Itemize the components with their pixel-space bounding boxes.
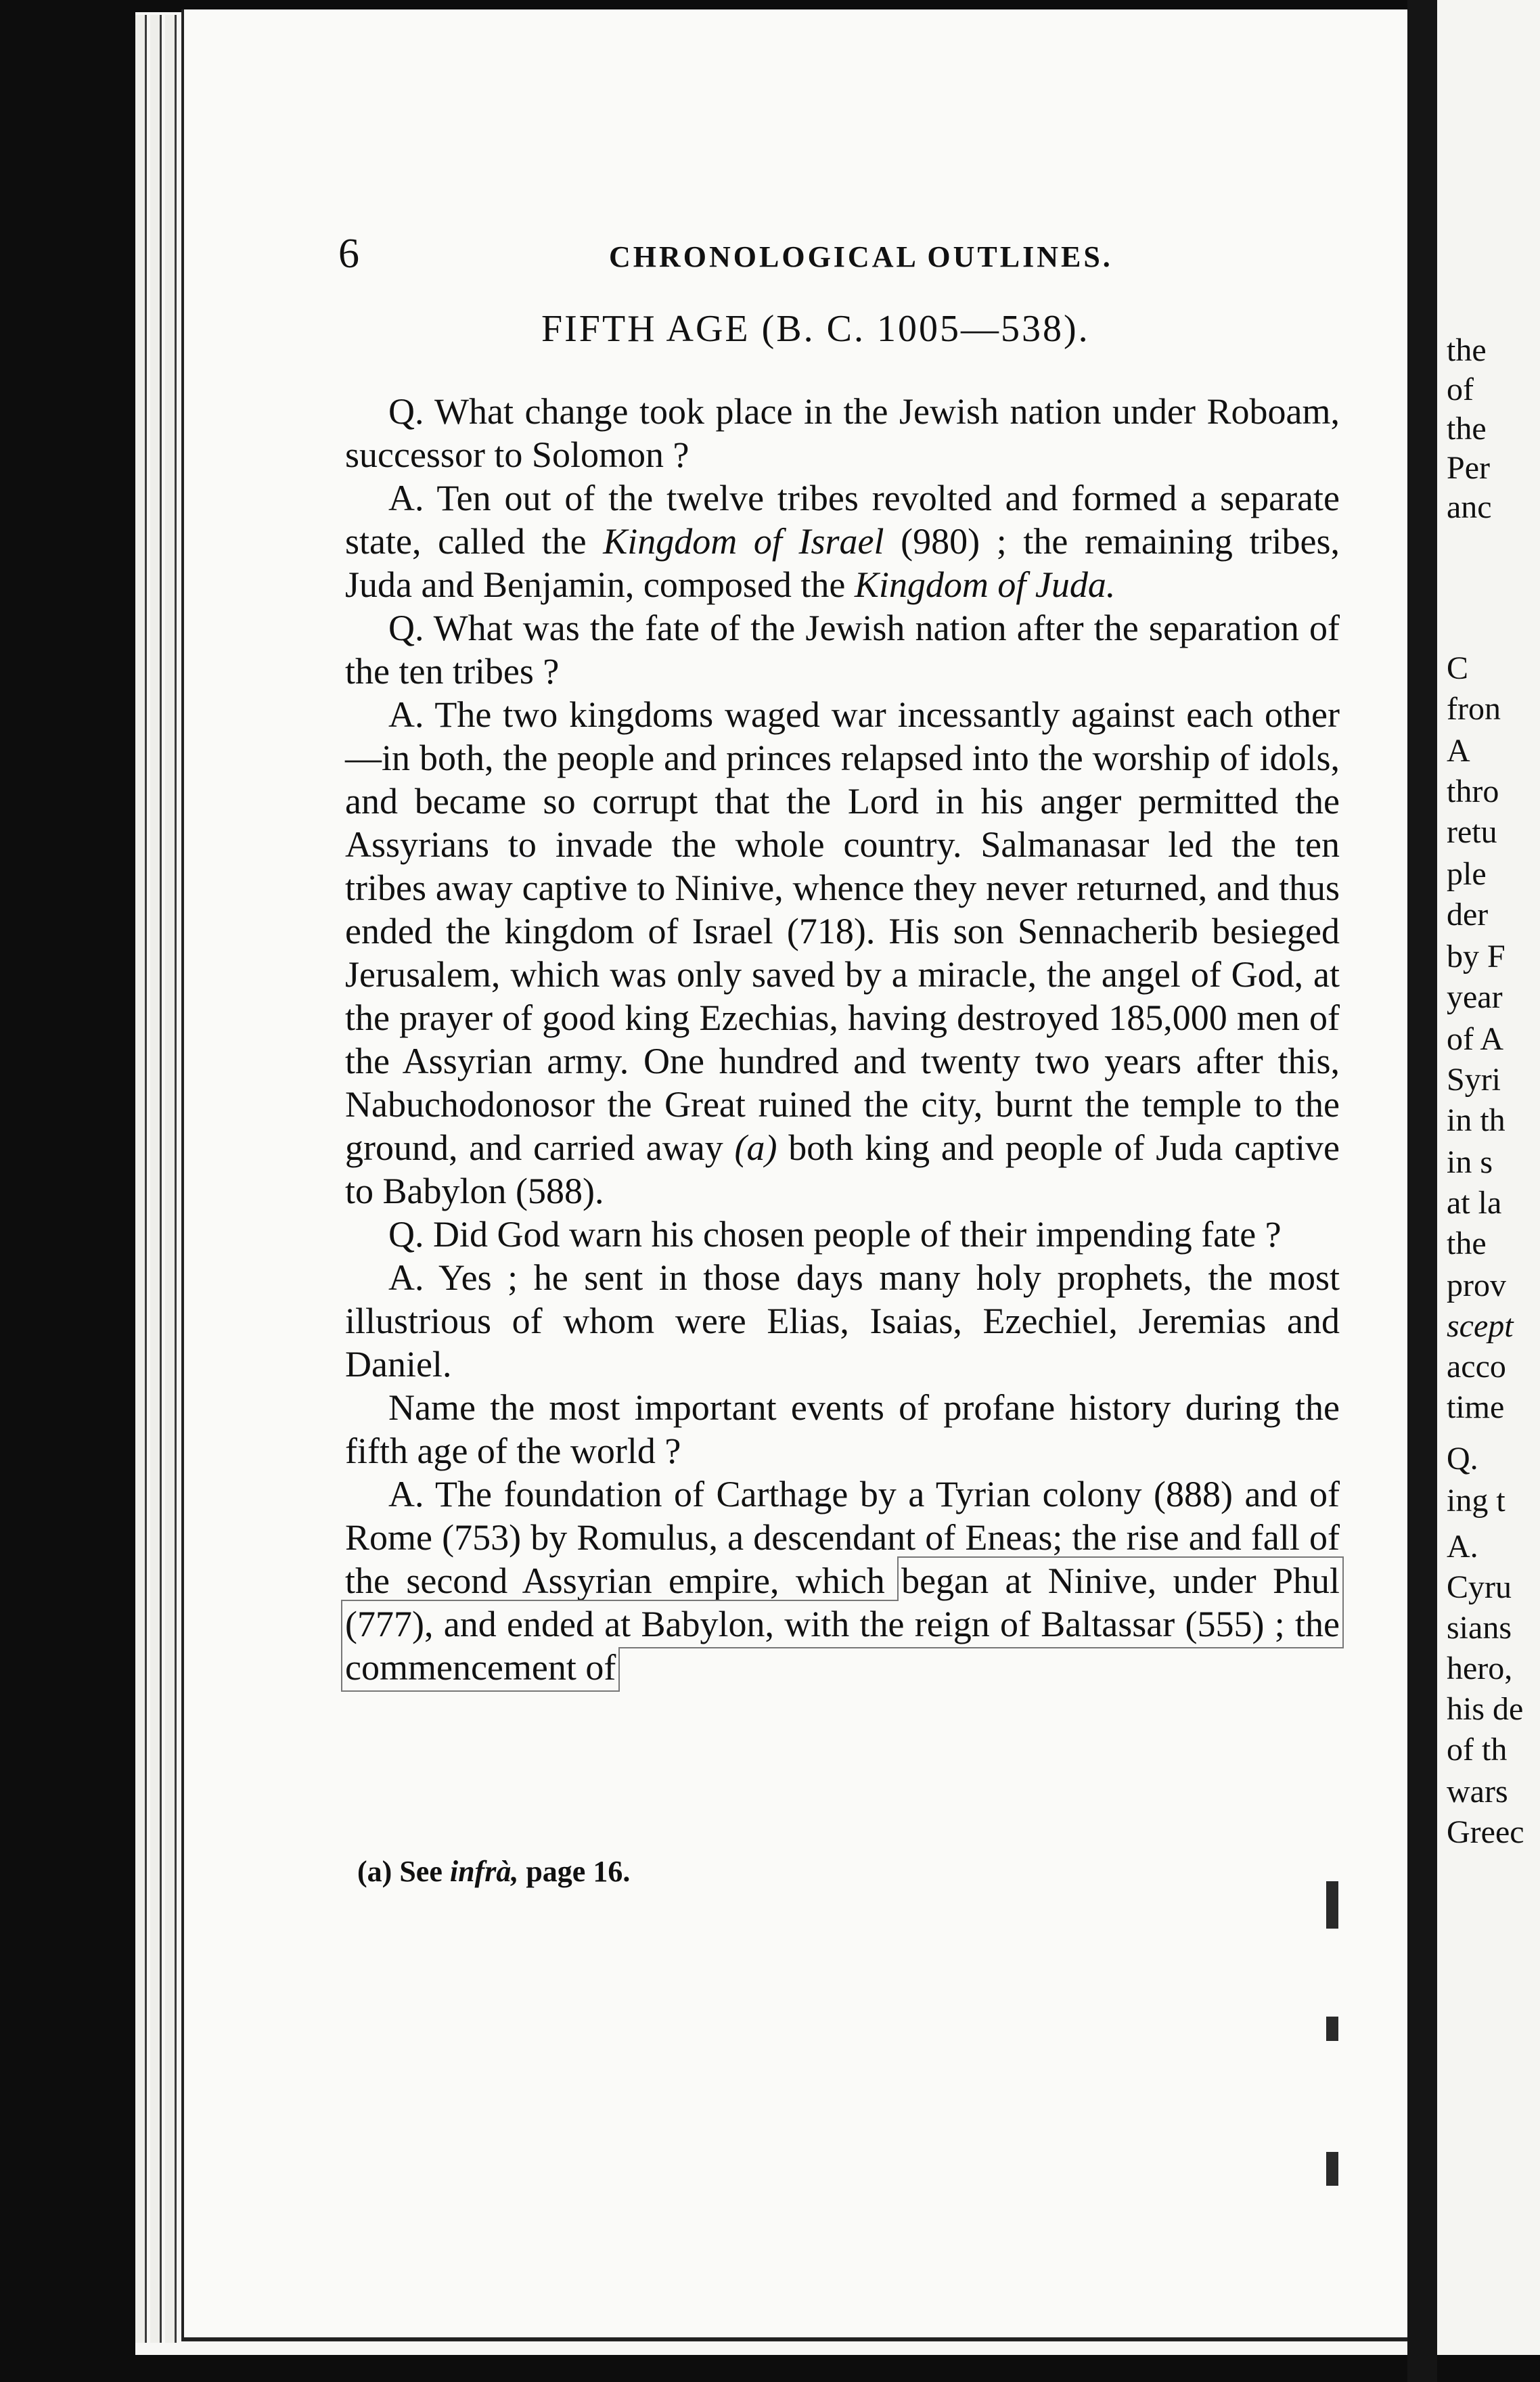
facing-page-line: of A [1447,1021,1503,1057]
facing-page-line: of th [1447,1732,1508,1768]
page-edge [150,15,162,2343]
facing-page-line: prov [1447,1267,1506,1303]
page-edge [135,15,147,2343]
body-text [345,390,1340,1689]
facing-page-line: the [1447,411,1487,447]
answer-paragraph [345,1256,1340,1386]
facing-page-line: scept [1447,1308,1514,1344]
text-run: both king and people of Juda captive to Babylon (588). [345,1127,1340,1211]
facing-page-line: der [1447,897,1489,932]
facing-page-line: ing t [1447,1483,1505,1519]
scanner-border-bottom [0,2355,1540,2382]
text-run: Q. What change took place in the Jewish nation under Roboam, successor to Solomon ? [345,391,1340,475]
margin-mark [1326,2152,1338,2186]
facing-page-line: in s [1447,1144,1493,1180]
text-run: A. Ten out of the twelve tribes revolted and formed a separate state, called the [345,478,1340,562]
facing-page-line: at la [1447,1185,1502,1221]
facing-page-line: Syri [1447,1062,1501,1098]
page-number: 6 [338,231,359,277]
footnote-text-after: page 16. [518,1855,631,1888]
page-edge [165,15,177,2343]
facing-page-line: wars [1447,1774,1508,1810]
facing-page-line: Greec [1447,1814,1524,1850]
facing-page-line: Cyru [1447,1569,1512,1605]
facing-page-line: sians [1447,1610,1512,1646]
question-paragraph [345,390,1340,476]
facing-page-line: acco [1447,1349,1506,1385]
margin-mark [1326,2017,1338,2041]
facing-page-line: of [1447,372,1474,407]
footnote-text-italic: infrà, [449,1855,519,1888]
text-run: A. The foundation of Carthage by a Tyrian colony (888) and of Rome (753) by Romulus, a descendant of Eneas; the rise and fall of the second Assyrian empire, which [345,1474,1340,1601]
facing-page-line: A. [1447,1529,1478,1565]
footnote-mark: (a) [357,1855,392,1888]
facing-page-line: his de [1447,1691,1524,1727]
facing-page-line: Per [1447,450,1490,486]
question-paragraph [345,1213,1340,1256]
facing-page-line: year [1447,979,1503,1015]
section-title: FIFTH AGE (B. C. 1005—538). [541,308,1090,350]
facing-page-line: by F [1447,939,1505,974]
text-run: Q. What was the fate of the Jewish nation after the separation of the ten tribes ? [345,608,1340,692]
facing-page-line: fron [1447,691,1501,727]
facing-page-line: time [1447,1389,1505,1425]
margin-mark [1326,1881,1338,1929]
facing-page-line: the [1447,332,1487,368]
facing-page-line: anc [1447,489,1492,525]
answer-paragraph [345,476,1340,606]
text-run: began at Ninive, under Phul (777), and ended at Babylon, with the reign of Baltassar (555) ; the commencement of [345,1560,1340,1688]
question-paragraph [345,1386,1340,1473]
running-head [338,230,1394,277]
facing-page-line: the [1447,1226,1487,1261]
facing-page-line: ple [1447,856,1487,892]
facing-page-strip [1437,0,1540,2355]
italic-text: (a) [734,1127,777,1168]
facing-page-line: thro [1447,773,1499,809]
text-run: Name the most important events of profane history during the fifth age of the world ? [345,1387,1340,1471]
footnote-text-before: See [392,1855,450,1888]
italic-text: Kingdom of Juda. [854,564,1116,605]
facing-page-line: in th [1447,1102,1505,1138]
answer-paragraph [345,1473,1340,1689]
footnote [357,1854,630,1889]
scanner-border-left [0,0,135,2382]
text-run: A. The two kingdoms waged war incessantly against each other—in both, the people and princes relapsed into the worship of idols, and became so corrupt that the Lord in his anger permitted the Assyrians to invade the whole country. Salmanasar led the ten tribes away captive to Ninive, whence they never returned, and thus ended the kingdom of Israel (718). His son Sennacherib besieged Jerusalem, which was only saved by a miracle, the angel of God, at the prayer of good king Ezechias, having destroyed 185,000 men of the Assyrian army. One hundred and twenty two years after this, Nabuchodonosor the Great ruined the city, burnt the temple to the ground, and carried away [345,694,1340,1168]
book-gutter [1407,0,1437,2382]
italic-text: Kingdom of Israel [603,521,884,562]
facing-page-line: A [1447,733,1470,769]
facing-page-line: Q. [1447,1441,1478,1477]
answer-paragraph [345,693,1340,1213]
text-run: Q. Did God warn his chosen people of their impending fate ? [388,1214,1282,1255]
facing-page-line: retu [1447,814,1497,850]
question-paragraph [345,606,1340,693]
running-title: CHRONOLOGICAL OUTLINES. [609,240,1113,273]
text-run: (980) ; the remaining tribes, Juda and Benjamin, composed the [345,521,1340,605]
facing-page-line: C [1447,650,1469,686]
text-run: A. Yes ; he sent in those days many holy prophets, the most illustrious of whom were Elias, Isaias, Ezechiel, Jeremias and Daniel. [345,1257,1340,1385]
facing-page-line: hero, [1447,1650,1513,1686]
